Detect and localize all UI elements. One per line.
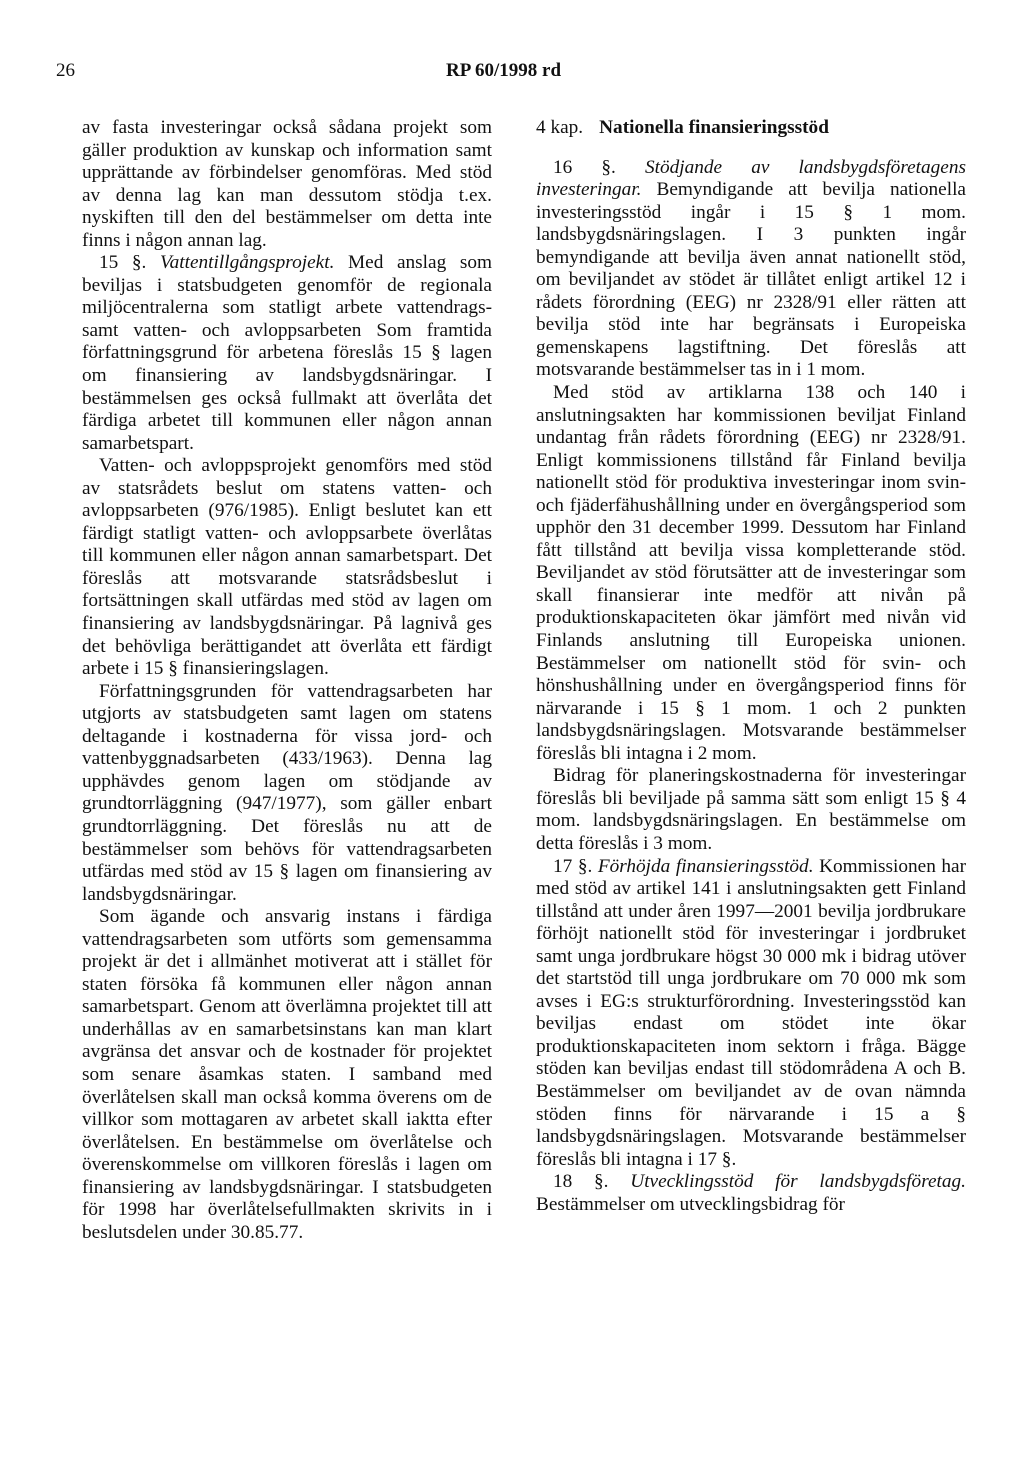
page-number: 26	[56, 60, 75, 81]
paragraph: Vatten- och avloppsprojekt genomförs med stöd av statsrådets beslut om statens vatten- och avloppsarbeten (976/1985). Enligt beslutet kan ett färdigt statligt vatten- och avloppsarbete överlåtas till kommunen eller någon annan samarbetspart. Det föreslås att motsvarande statsrådsbeslut i fortsättningen skall utfärdas med stöd av lagen om finansiering av landsbygdsnäringar. På lagnivå ges det behövliga berättigandet att överlåta ett färdigt arbete i 15 § finansieringslagen.	[82, 455, 492, 680]
paragraph: Bidrag för planeringskostnaderna för investeringar föreslås bli beviljade på samma sätt som enligt 15 § 4 mom. landsbygdsnäringslagen. En bestämmelse om detta föreslås i 3 mom.	[536, 765, 966, 854]
section-title: Stödjande av landsbygdsföretagens investeringar.	[536, 156, 967, 201]
paragraph: Författningsgrunden för vattendragsarbeten har utgjorts av statsbudgeten samt lagen om statens deltagande i kostnaderna för vissa jord- och vattenbyggnadsarbeten (433/1963). Denna lag upphävdes genom lagen om stödjande av grundtorrläggning (947/1977), som gäller enbart grundtorrläggning. Det föreslås nu att de bestämmelser som behövs för vattendragsarbeten utfärdas med stöd av 15 § lagen om finansiering av landsbygdsnäringar.	[82, 680, 492, 905]
paragraph: av fasta investeringar också sådana projekt som gäller produktion av kunskap och information samt upprättande av förbindelser genomföras. Med stöd av denna lag kan man dessutom stödja t.ex. nyskiften till den del bestämmelser om detta inte finns i någon annan lag.	[82, 117, 492, 251]
section-text: Med anslag som beviljas i statsbudgeten genomför de regionala miljöcentralerna som statligt arbete vattendrags- samt vatten- och avloppsarbeten Som framtida författningsgrund för arbetena föreslås 15 § lagen om finansiering av landsbygdsnäringar. I bestämmelsen ges också fullmakt att överlåta det färdiga arbetet till kommunen eller någon annan samarbetspart.	[82, 252, 492, 454]
section-17-paragraph	[536, 856, 966, 1172]
chapter-heading	[536, 117, 966, 140]
chapter-title: Nationella finansieringsstöd	[599, 117, 829, 138]
section-15-paragraph	[82, 252, 492, 455]
section-number: 15 §.	[99, 252, 147, 274]
section-title: Vattentillgångsprojekt.	[159, 252, 335, 274]
section-text: Bestämmelser om utvecklingsbidrag för	[536, 1193, 845, 1215]
section-number: 17 §.	[553, 855, 593, 877]
section-number: 16 §.	[553, 156, 616, 178]
left-column	[82, 117, 492, 1244]
section-number: 18 §.	[553, 1171, 609, 1193]
paragraph: Med stöd av artiklarna 138 och 140 i anslutningsakten har kommissionen beviljat Finland undantag från rådets förordning (EEG) nr 2328/91. Enligt kommissionens tillstånd får Finland bevilja nationellt stöd för produktiva investeringar inom svin- och fjäderfähushållning under en övergångsperiod som upphör den 31 december 1999. Dessutom har Finland fått tillstånd att bevilja vissa kompletterande stöd. Beviljandet av stöd förutsätter att de investeringar som skall finansierar inte medför att nivån på produktionskapaciteten ökar jämfört med nivån vid Finlands anslutning till Europeiska unionen. Bestämmelser om nationellt stöd för svin- och hönshushållning under en övergångsperiod finns för närvarande i 15 § 1 mom. 1 och 2 punkten landsbygdsnäringslagen. Motsvarande bestämmelser föreslås bli intagna i 2 mom.	[536, 382, 966, 764]
document-reference: RP 60/1998 rd	[446, 60, 562, 81]
chapter-number: 4 kap.	[536, 117, 584, 138]
section-18-paragraph	[536, 1171, 966, 1216]
section-text: Bemyndigande att bevilja nationella investeringsstöd ingår i 15 § 1 mom. landsbygdsnäringslagen. I 3 punkten ingår bemyndigande att bevilja även annat nationellt stöd, om beviljandet av stödet är tillåtet enligt artikel 12 i rådets förordning (EEG) nr 2328/91 eller rätten att bevilja stöd inte har begränsats i Europeiska gemenskapens lagstiftning. Det föreslås att motsvarande bestämmelser tas in i 1 mom.	[536, 179, 966, 381]
section-title: Utvecklingsstöd för landsbygdsföretag.	[630, 1171, 966, 1193]
paragraph: Som ägande och ansvarig instans i färdiga vattendragsarbeten som utförts som gemensamma projekt är det i allmänhet motiverat att i stället för staten försöka få kommunen eller någon annan samarbetspart. Genom att överlämna projektet till att underhållas av en samarbetsinstans kan man klart avgränsa det ansvar och de kostnader för projektet som senare åsamkas staten. I samband med överlåtelsen skall man också komma överens om de villkor som mottagaren av arbetet skall iaktta efter överlåtelsen. En bestämmelse om överlåtelse och överenskommelse om villkoren föreslås i lagen om finansiering av landsbygdsnäringar. I statsbudgeten för 1998 har överlåtelsefullmakten skrivits in i beslutsdelen under 30.85.77.	[82, 906, 492, 1243]
section-title: Förhöjda finansieringsstöd.	[597, 855, 814, 877]
section-text: Kommissionen har med stöd av artikel 141 i anslutningsakten gett Finland tillstånd att under åren 1997—2001 bevilja jordbrukare förhöjt nationellt stöd för investeringar i jordbruket samt unga jordbrukare högst 30 000 mk i bidrag utöver det startstöd till unga jordbrukare om 70 000 mk som avses i EG:s strukturförordning. Investeringsstöd kan beviljas endast om stödet inte ökar produktionskapaciteten inom sektorn i fråga. Bägge stöden kan beviljas endast till stödområdena A och B. Bestämmelser om beviljandet av de ovan nämnda stöden finns för närvarande i 15 a § landsbygdsnäringslagen. Motsvarande bestämmelser föreslås bli intagna i 17 §.	[536, 855, 966, 1170]
right-column	[536, 117, 966, 1216]
section-16-paragraph	[536, 157, 966, 382]
